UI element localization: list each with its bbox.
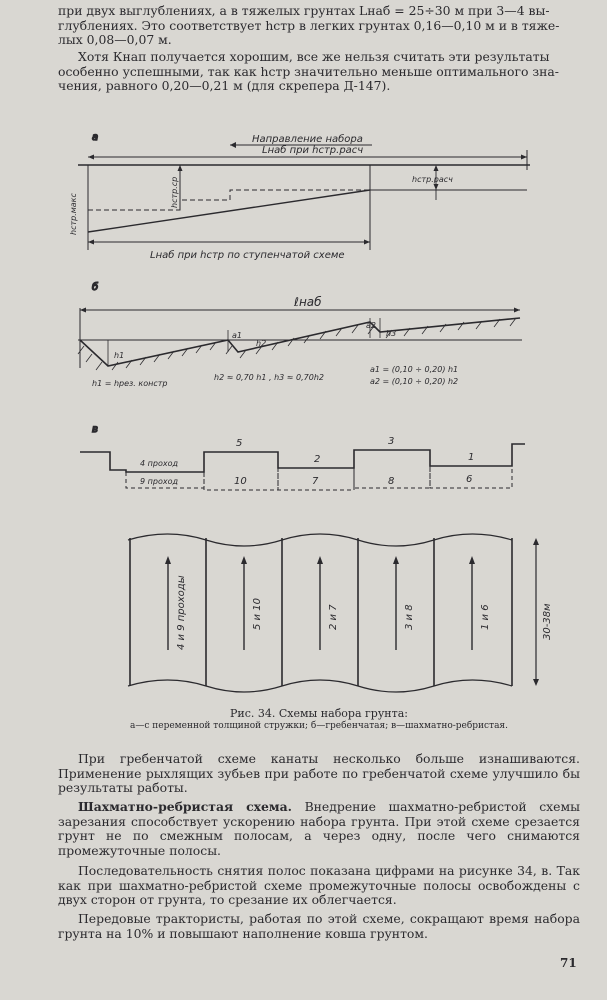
pass-label: 9 проход (140, 477, 178, 486)
h3-label: h3 (386, 329, 397, 338)
pass-label: 7 (312, 476, 319, 487)
paragraph-tractorists: Передовые трактористы, работая по этой схеме, сокращают время набора грунта на 10% и повышают наполнение ковша грунтом. (58, 911, 580, 941)
pass-number: 1 (468, 452, 475, 463)
pass-label: 4 проход (140, 459, 178, 468)
soil-hatching (78, 318, 516, 370)
direction-label: Направление набора (252, 134, 363, 145)
text-line: глублениях. Это соответствует hстр в легких грунтах 0,16—0,10 м и в тяже- (58, 17, 560, 33)
paragraph-checkerboard (58, 800, 580, 858)
comb-profile (80, 318, 520, 366)
text-line: особенно успешными, так как hстр значительно меньше оптимального зна- (58, 63, 559, 79)
diagram-v-label: в (92, 424, 98, 435)
strip-label: 2 и 7 (328, 604, 339, 630)
variable-cut-line (88, 190, 370, 232)
h-avg-label: hстр.ср (170, 176, 179, 208)
plan-top-edge (128, 534, 512, 546)
strip-arrows (165, 556, 475, 650)
pass-number: 2 (314, 454, 321, 465)
pass-number: 5 (236, 438, 243, 449)
diagram-b-label: б (92, 282, 99, 293)
h1-label: h1 (114, 351, 125, 360)
stepped-cut-line (88, 190, 370, 210)
pass-label: 6 (466, 474, 473, 485)
pass-label: 10 (234, 476, 247, 487)
paragraph-sequence: Последовательность снятия полос показана цифрами на рисунке 34, в. Так как при шахматно-ребристой схеме промежуточные полосы освобождены с двух сторон от грунта, то срезание их облегчается. (58, 863, 580, 907)
a2-equation: a2 = (0,10 ÷ 0,20) h2 (370, 377, 459, 386)
page-number: 71 (560, 956, 577, 970)
h2-h3-equation: h2 ≈ 0,70 h1 , h3 ≈ 0,70h2 (214, 373, 325, 382)
h-max-label: hстр.макс (69, 193, 78, 235)
text-line: лых 0,08—0,07 м. (58, 32, 172, 47)
h1-equation: h1 = hрез. констр (92, 379, 168, 388)
strip-label: 1 и 6 (480, 604, 491, 630)
pass-number: 3 (388, 436, 395, 447)
pass-label: 8 (388, 476, 395, 487)
strip-label: 4 и 9 проходы (176, 575, 187, 650)
diagram-a-label: а (92, 132, 99, 143)
h-calc-label: hстр.расч (412, 175, 453, 184)
l-nab-label: ℓнаб (294, 295, 322, 309)
strip-label: 3 и 8 (404, 604, 415, 630)
a1-equation: a1 = (0,10 ÷ 0,20) h1 (370, 365, 459, 374)
a1-label: a1 (232, 331, 242, 340)
h2-label: h2 (256, 339, 267, 348)
l-top-label: Lнаб при hстр.расч (262, 145, 364, 156)
figure-subcaption: а—с переменной толщиной стружки; б—гребенчатая; в—шахматно-ребристая. (130, 721, 508, 731)
plan-bottom-edge (128, 680, 512, 692)
text-line: Хотя Кнап получается хорошим, все же нельзя считать эти результаты (78, 49, 550, 64)
paragraph-comb: При гребенчатой схеме канаты несколько больше изнашиваются. Применение рыхлящих зубьев при работе по гребенчатой схеме улучшило бы результаты работы. (58, 751, 580, 795)
text-line: при двух выглублениях, а в тяжелых грунтах Lнаб = 25÷30 м при 3—4 вы- (58, 3, 550, 18)
section-text: Внедрение шахматно-ребристой схемы зарезания способствует ускорению набора грунта. При этой схеме срезается грунт не по смежным полосам, а через одну, после чего снимаются промежуточные полосы. (58, 799, 580, 858)
figure-caption: Рис. 34. Схемы набора грунта: (229, 707, 408, 720)
width-label: 30-38м (542, 603, 553, 640)
l-bottom-label: Lнаб при hстр по ступенчатой схеме (150, 250, 345, 261)
a2-label: a2 (366, 321, 376, 330)
strip-label: 5 и 10 (252, 598, 263, 630)
text-line: чения, равного 0,20—0,21 м (для скрепера Д-147). (58, 78, 391, 93)
section-title: Шахматно-ребристая схема. (78, 799, 292, 814)
